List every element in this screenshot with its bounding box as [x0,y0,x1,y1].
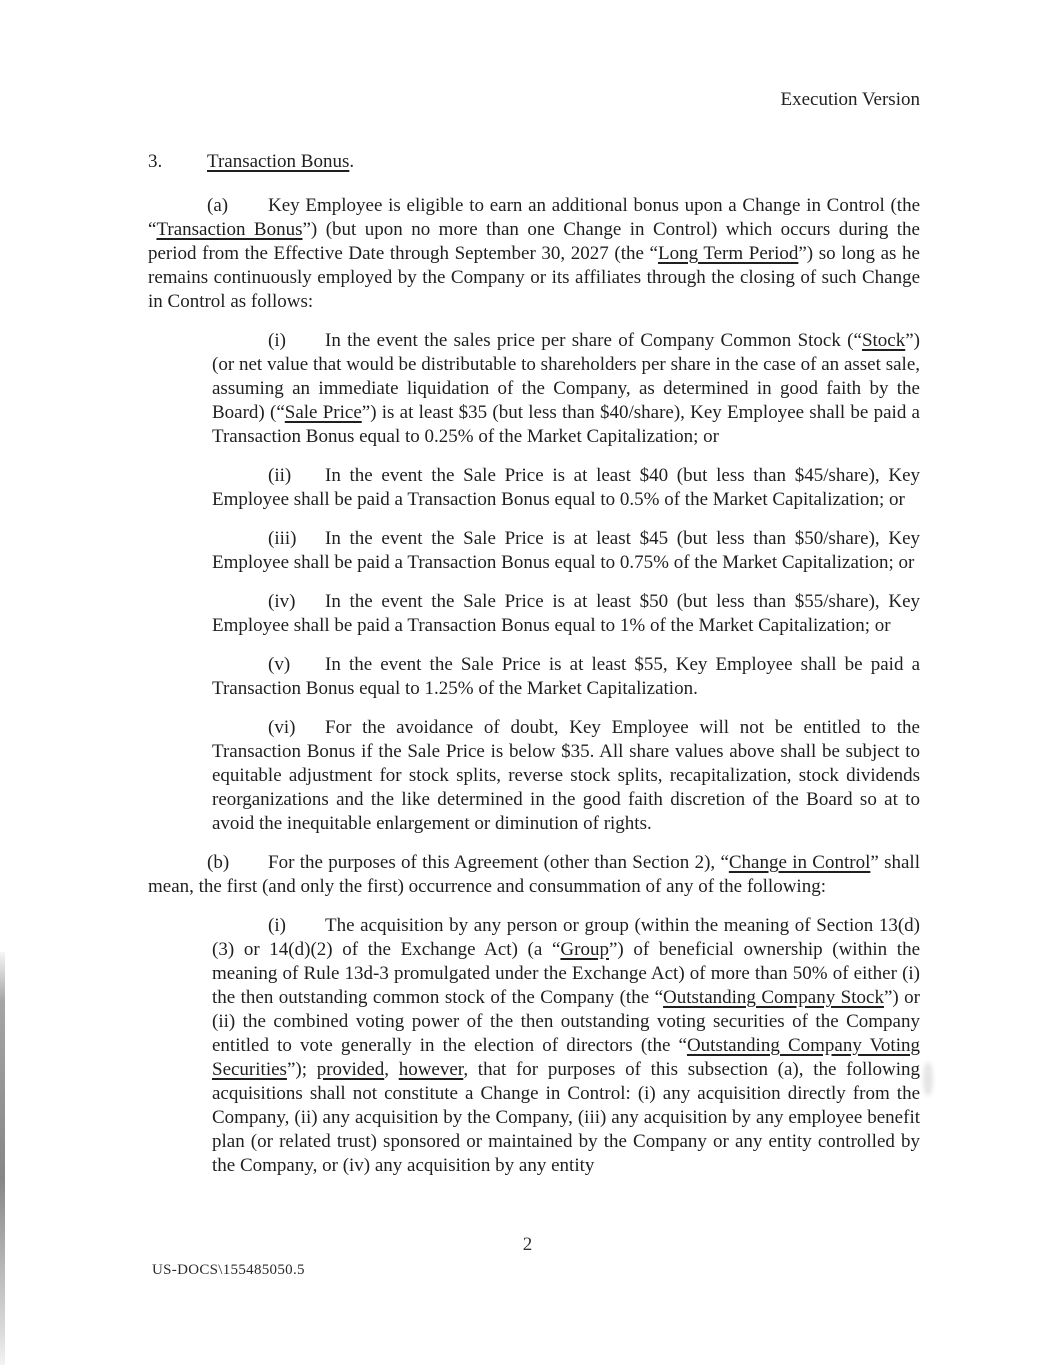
section-heading [148,150,920,174]
text-run: , [384,1059,399,1080]
text-run: ”) or (ii) the combined voting power of the then outstanding voting securities of the Company entitled to vote generally in the election of directors (the “ [212,987,920,1056]
text-run: ”) is at least $35 (but less than $40/share), Key Employee shall be paid a Transaction Bonus equal to 0.25% of the Market Capitalization; or [212,402,920,447]
paragraph-list [148,194,920,1178]
document-body [148,150,920,1193]
paragraph-label-a-iii: (iii) [268,528,297,549]
text-run: The acquisition by any person or group (within the meaning of Section 13(d)(3) or 14(d)(2) of the Exchange Act) (a “ [212,915,920,960]
text-run: ”) (or net value that would be distributable to shareholders per share in the case of an asset sale, assuming an immediate liquidation of the Company, as determined in good faith by the Board) (“ [212,330,920,423]
paragraph-label-a-ii: (ii) [268,465,292,486]
paragraph-label-a-vi: (vi) [268,717,296,738]
paragraph-label-b-i: (i) [268,915,286,936]
text-run: In the event the Sale Price is at least $45 (but less than $50/share), Key Employee shall be paid a Transaction Bonus equal to 0.75% of the Market Capitalization; or [212,528,920,573]
defined-term: Change in Control [728,852,871,873]
defined-term: Long Term Period [657,243,799,264]
paragraph-a-v [212,653,920,701]
scan-artifact-left-edge [0,952,5,1365]
paragraph-b-i [212,914,920,1178]
header-execution-version: Execution Version [780,89,920,110]
paragraph-a-i [212,329,920,449]
paragraph-b [148,851,920,899]
text-run: ”) so long as he remains continuously employed by the Company or its affiliates through the closing of such Change in Control as follows: [148,243,920,312]
paragraph-label-a-v: (v) [268,654,291,675]
paragraph-label-b: (b) [207,852,230,873]
paragraph-a [148,194,920,314]
section-number: 3. [148,151,163,172]
text-run: ”); [286,1059,317,1080]
text-run: In the event the Sale Price is at least $40 (but less than $45/share), Key Employee shall be paid a Transaction Bonus equal to 0.5% of the Market Capitalization; or [212,465,920,510]
defined-term: Group [560,939,609,960]
paragraph-label-a-iv: (iv) [268,591,296,612]
paragraph-label-a: (a) [207,195,229,216]
text-run: For the avoidance of doubt, Key Employee will not be entitled to the Transaction Bonus if the Sale Price is below $35. All share values above shall be subject to equitable adjustment for stock splits, reverse stock splits, recapitalization, stock dividends reorganizations and the like determined in the good faith discretion of the Board so at to avoid the inequitable enlargement or diminution of rights. [212,717,920,834]
text-run: In the event the sales price per share of Company Common Stock (“ [325,330,862,351]
paragraph-a-vi [212,716,920,836]
defined-term: Sale Price [284,402,362,423]
paragraph-a-iv [212,590,920,638]
scan-artifact-smudge [923,1062,933,1096]
text-run: Key Employee is eligible to earn an additional bonus upon a Change in Control (the “ [148,195,920,240]
paragraph-label-a-i: (i) [268,330,286,351]
defined-term: Outstanding Company Stock [663,987,884,1008]
paragraph-a-ii [212,464,920,512]
defined-term: provided [316,1059,385,1080]
footer-document-id: US-DOCS\155485050.5 [152,1262,305,1278]
defined-term: Outstanding Company Voting Securities [212,1035,920,1080]
text-run: In the event the Sale Price is at least $55, Key Employee shall be paid a Transaction Bonus equal to 1.25% of the Market Capitalization. [212,654,920,699]
page-number: 2 [522,1234,533,1255]
defined-term: however [398,1059,464,1080]
text-run: ”) (but upon no more than one Change in Control) which occurs during the period from the Effective Date through September 30, 2027 (the “ [148,219,920,264]
paragraph-a-iii [212,527,920,575]
section-title-wrap [207,151,354,172]
defined-term: Transaction Bonus [156,219,303,240]
text-run: ” shall mean, the first (and only the first) occurrence and consummation of any of the following: [148,852,920,897]
defined-term: Stock [861,330,906,351]
text-run: In the event the Sale Price is at least $50 (but less than $55/share), Key Employee shall be paid a Transaction Bonus equal to 1% of the Market Capitalization; or [212,591,920,636]
text-run: For the purposes of this Agreement (other than Section 2), “ [268,852,729,873]
section-title: Transaction Bonus [207,151,350,172]
section-title-suffix: . [349,151,355,172]
text-run: ”) of beneficial ownership (within the meaning of Rule 13d-3 promulgated under the Exchange Act) of more than 50% of either (i) the then outstanding common stock of the Company (the “ [212,939,921,1008]
text-run: , that for purposes of this subsection (a), the following acquisitions shall not constitute a Change in Control: (i) any acquisition directly from the Company, (ii) any acquisition by the Company, (iii) any acquisition by any employee benefit plan (or related trust) sponsored or maintained by the Company or any entity controlled by the Company, or (iv) any acquisition by any entity [212,1059,921,1176]
